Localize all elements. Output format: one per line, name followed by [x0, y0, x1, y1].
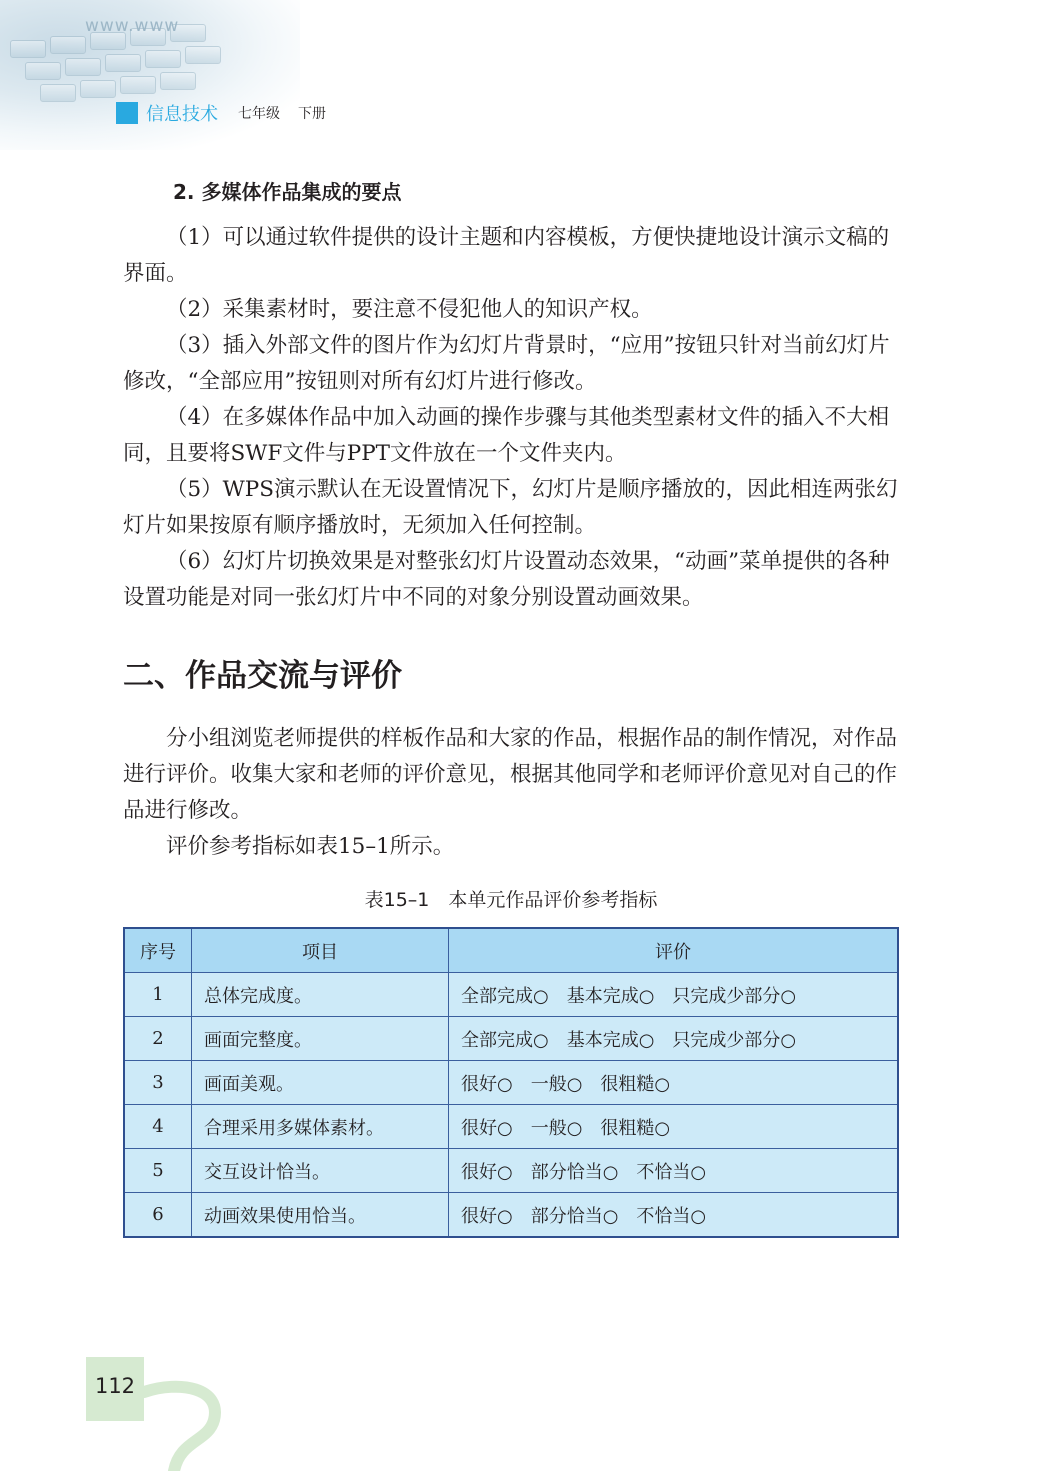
row-item: 动画效果使用恰当。 — [192, 1193, 449, 1238]
book-title: 信息技术 — [146, 104, 218, 125]
point-1: （1）可以通过软件提供的设计主题和内容模板，方便快捷地设计演示文稿的界面。 — [123, 225, 890, 286]
page-number: 112 — [94, 1374, 136, 1398]
row-evaluation: 全部完成○ 基本完成○ 只完成少部分○ — [449, 1017, 899, 1061]
subsection-heading: 2. 多媒体作品集成的要点 — [173, 180, 402, 204]
table-reference: 评价参考指标如表15–1所示。 — [166, 834, 455, 859]
table-row — [124, 1149, 898, 1193]
point-5: （5）WPS演示默认在无设置情况下，幻灯片是顺序播放的，因此相连两张幻灯片如果按原有顺序播放时，无须加入任何控制。 — [123, 477, 898, 538]
row-index: 3 — [124, 1061, 192, 1105]
header-item: 项目 — [192, 928, 449, 973]
header-index: 序号 — [124, 928, 192, 973]
table-row — [124, 973, 898, 1017]
row-evaluation: 全部完成○ 基本完成○ 只完成少部分○ — [449, 973, 899, 1017]
table-row — [124, 1193, 898, 1238]
row-item: 交互设计恰当。 — [192, 1149, 449, 1193]
header-evaluation: 评价 — [449, 928, 899, 973]
row-index: 4 — [124, 1105, 192, 1149]
row-evaluation: 很好○ 部分恰当○ 不恰当○ — [449, 1193, 899, 1238]
table-caption: 表15–1 本单元作品评价参考指标 — [364, 889, 658, 911]
row-evaluation: 很好○ 一般○ 很粗糙○ — [449, 1105, 899, 1149]
decorative-curve-icon — [140, 1380, 230, 1471]
row-index: 5 — [124, 1149, 192, 1193]
table-header-row — [124, 928, 898, 973]
row-item: 合理采用多媒体素材。 — [192, 1105, 449, 1149]
grade-label: 七年级 — [238, 106, 280, 122]
intro-paragraph: 分小组浏览老师提供的样板作品和大家的作品，根据作品的制作情况，对作品进行评价。收集大家和老师的评价意见，根据其他同学和老师评价意见对自己的作品进行修改。 — [123, 726, 898, 823]
volume-label: 下册 — [298, 106, 326, 122]
point-2: （2）采集素材时，要注意不侵犯他人的知识产权。 — [166, 297, 653, 322]
row-item: 画面美观。 — [192, 1061, 449, 1105]
point-3: （3）插入外部文件的图片作为幻灯片背景时，“应用”按钮只针对当前幻灯片修改，“全部应用”按钮则对所有幻灯片进行修改。 — [123, 333, 890, 394]
url-watermark: www.www — [85, 16, 180, 36]
row-evaluation: 很好○ 部分恰当○ 不恰当○ — [449, 1149, 899, 1193]
row-evaluation: 很好○ 一般○ 很粗糙○ — [449, 1061, 899, 1105]
table-row — [124, 1105, 898, 1149]
table-row — [124, 1061, 898, 1105]
book-header — [116, 100, 344, 126]
row-index: 6 — [124, 1193, 192, 1238]
blue-square-icon — [116, 102, 138, 124]
point-6: （6）幻灯片切换效果是对整张幻灯片设置动态效果，“动画”菜单提供的各种设置功能是对同一张幻灯片中不同的对象分别设置动画效果。 — [123, 549, 890, 610]
table-row — [124, 1017, 898, 1061]
section-title: 二、作品交流与评价 — [123, 658, 402, 694]
row-item: 画面完整度。 — [192, 1017, 449, 1061]
row-item: 总体完成度。 — [192, 973, 449, 1017]
row-index: 2 — [124, 1017, 192, 1061]
row-index: 1 — [124, 973, 192, 1017]
evaluation-table — [123, 927, 899, 1238]
point-4: （4）在多媒体作品中加入动画的操作步骤与其他类型素材文件的插入不大相同，且要将SWF文件与PPT文件放在一个文件夹内。 — [123, 405, 890, 466]
